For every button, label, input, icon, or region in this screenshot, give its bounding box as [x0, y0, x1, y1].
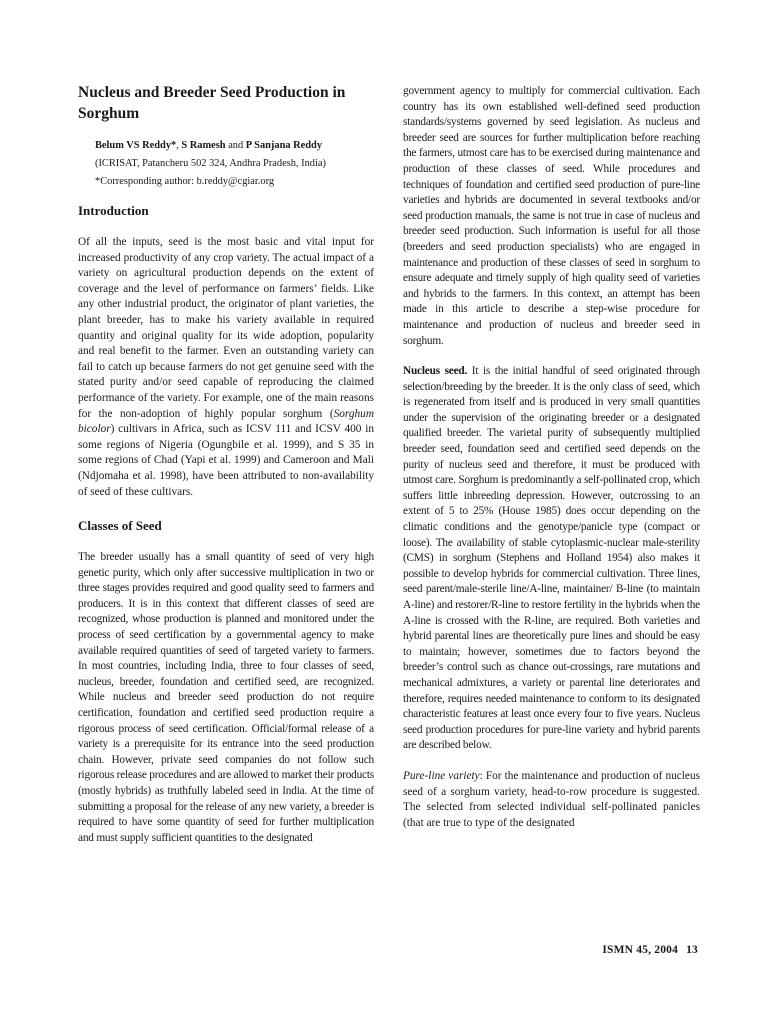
author-line — [95, 137, 374, 155]
pure-line-text: : For the maintenance and production of nucleus seed of a sorghum variety, head-to-row procedure is suggested. The selected from selected individual self-pollinated panicles (that are true to type of the designated — [403, 769, 700, 829]
author-separator: , — [176, 140, 182, 151]
nucleus-seed-text: It is the initial handful of seed originated through selection/breeding by the breeder. It is the only class of seed, which is regenerated from itself and is produced in very small quantities under the supervision of the originating breeder or a designated qualified breeder. The varietal purity of subsequently multiplied breeder seed, foundation seed and certified seed depends on the purity of nucleus seed and therefore, it must be produced with utmost care. Sorghum is predominantly a self-pollinated crop, which suffers little inbreeding depression. However, outcrossing to an extent of 5 to 25% (House 1985) does occur depending on the climatic conditions and the genotype/panicle type (compact or loose). The availability of stable cytoplasmic-nuclear male-sterility (CMS) in sorghum (Stephens and Holland 1954) also makes it possible to develop hybrids for commercial cultivation. Three lines, seed parent/male-sterile line/A-line, maintainer/ B-line (to maintain A-line) and restorer/R-line to restore fertility in the hybrids when the A-line is crossed with the R-line, are required. Both varieties and hybrid parental lines are theoretically pure lines and should be easy to maintain; however, sometimes due to factors beyond the breeder’s control such as chance out-crossings, rare mutations and mechanical admixtures, a variety or parental line deteriorates and therefore, requires needed maintenance to conform to its designated characteristic features at least once every four to five years. Nucleus seed production procedures for pure-line variety and hybrid parents are described below. — [403, 365, 700, 752]
section-heading-classes-of-seed: Classes of Seed — [78, 518, 162, 534]
author-1: Belum VS Reddy* — [95, 140, 177, 151]
page-number: 13 — [686, 944, 698, 956]
right-column — [403, 84, 700, 847]
section-heading-introduction: Introduction — [78, 203, 149, 218]
pure-line-runin: Pure-line variety — [403, 769, 480, 782]
pure-line-paragraph — [403, 769, 700, 831]
species-name: Sorghum bicolor — [78, 407, 374, 436]
page-footer — [602, 944, 698, 956]
author-conjunction: and — [225, 140, 246, 151]
intro-text-part-1: Of all the inputs, seed is the most basic and vital input for increased productivity of any crop variety. The actual impact of a variety on agricultural production depends on the extent of coverage and the level of performance on farmers’ fields. Like any other industrial product, the originator of plant varieties, the plant breeder, has to make his variety available in required quantity and original quality for its wide adoption, popularity and real benefit to the farmer. Even an outstanding variety can fail to catch up because farmers do not get genuine seed with the stated purity and/or seed capable of reproducing the claimed performance of the variety. For example, one of the main reasons for the non-adoption of highly popular sorghum ( — [78, 236, 374, 420]
classes-paragraph: The breeder usually has a small quantity of seed of very high genetic purity, which only after successive multiplication in two or three stages provides required and good quality seed to farmers and producers. It is in this context that different classes of seed are recognized, whose production is planned and monitored under the process of seed certification by a governmental agency to make available required quantities of seed of targeted variety to farmers. In most countries, including India, three to four classes of seed, nucleus, breeder, foundation and certified seed, are recognized. While nucleus and breeder seed production do not require certification, foundation and certified seed production require a rigorous process of seed certification. Official/formal release of a variety is a prerequisite for its entrance into the seed production chain. However, private seed companies do not follow such rigorous release procedures and are allowed to market their products (mostly hybrids) as truthfully labeled seed in India. At the time of submitting a proposal for the release of any new variety, a breeder is required to have some quantity of seed for further multiplication and must supply sufficient quantities to the designated — [78, 551, 374, 844]
author-block — [95, 137, 374, 191]
intro-text-part-2: ) cultivars in Africa, such as ICSV 111 and ICSV 400 in some regions of Nigeria (Ogungbile et al. 1999), and S 35 in some regions of Chad (Yapi et al. 1999) and Cameroon and Mali (Ndjomaha et al. 1998), have been attributed to non-availability of seed of these cultivars. — [78, 423, 374, 498]
classes-paragraph-continued: government agency to multiply for commercial cultivation. Each country has its own established well-defined seed production standards/systems governed by seed legislation. As nucleus and breeder seed are sources for further multiplication before reaching the farmers, utmost care has to be exercised during maintenance and production of these classes of seed. While procedures and techniques of foundation and certified seed production of pure-line varieties and hybrids are documented in several textbooks and/or seed production manuals, the same is not true in case of nucleus and breeder seed production. Such information is useful for all those (breeders and seed production specialists) who are engaged in maintenance and production of these classes of seed in sorghum to ensure adequate and timely supply of high quality seed of varieties and hybrids to the farmers. In this context, an attempt has been made in this article to describe a step-wise procedure for maintenance and production of nucleus and breeder seed in sorghum. — [403, 85, 700, 347]
affiliation: (ICRISAT, Patancheru 502 324, Andhra Pradesh, India) — [95, 158, 326, 169]
left-column — [78, 82, 374, 862]
journal-citation: ISMN 45, 2004 — [602, 944, 679, 956]
article-title: Nucleus and Breeder Seed Production in Sorghum — [78, 84, 346, 122]
author-3: P Sanjana Reddy — [245, 140, 323, 151]
nucleus-seed-runin: Nucleus seed. — [403, 365, 468, 378]
nucleus-seed-paragraph — [403, 364, 700, 754]
introduction-paragraph — [78, 235, 374, 500]
corresponding-author: *Corresponding author: b.reddy@cgiar.org — [95, 176, 275, 187]
author-2: S Ramesh — [181, 140, 226, 151]
